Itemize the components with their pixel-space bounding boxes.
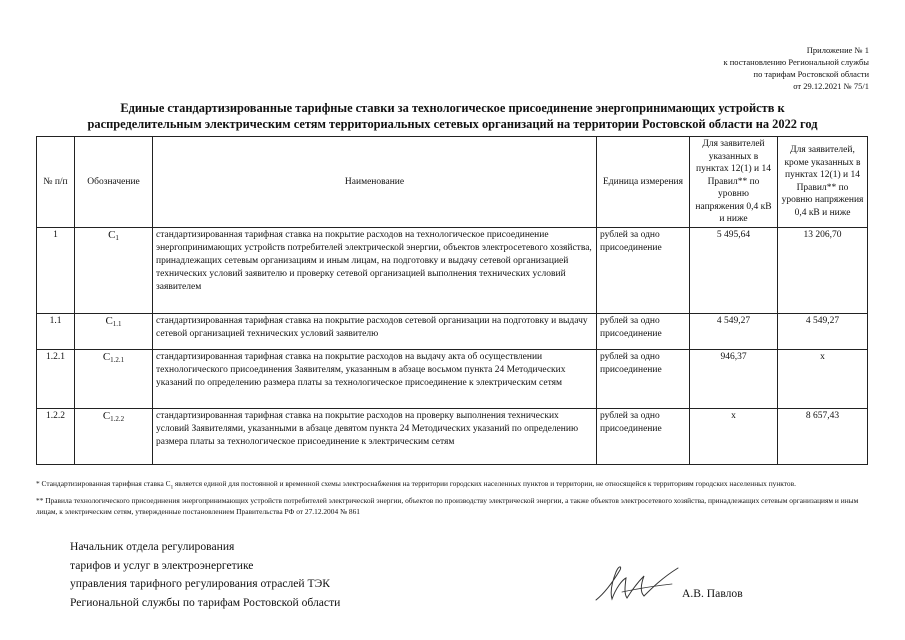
row-number: 1	[37, 227, 75, 313]
designation-base: С	[108, 228, 116, 241]
row-designation	[75, 313, 153, 349]
footnote-1-end: является единой для постоянной и временной схемы электроснабжения на территории городских населенных пунктов и территории, не относящейся к территориям городских населенных пунктов.	[173, 479, 796, 488]
appendix-line: от 29.12.2021 № 75/1	[793, 81, 869, 91]
row-value-other-applicants: х	[778, 349, 868, 408]
footnote-1-subscript: 1	[170, 485, 174, 491]
col-header-designation: Обозначение	[75, 137, 153, 228]
row-designation	[75, 227, 153, 313]
row-name: стандартизированная тарифная ставка на покрытие расходов на проверку выполнения технических условий Заявителями, указанными в абзаце девятом пункта 24 Методических указаний по определению размера платы за технологическое присоединение к электрическим сетям	[153, 408, 597, 464]
designation-subscript: 1	[115, 233, 119, 242]
designation-base: С	[105, 314, 113, 327]
footnote-2: ** Правила технологического присоединения энергопринимающих устройств потребителей электрической энергии, объектов по производству электрической энергии, а также объектов электросетевого хозяйства, принадлежащих сетевым организациям и иным лицам, к электрическим сетям, утвержденные постановлением Правительства РФ от 27.12.2004 № 861	[36, 496, 859, 517]
designation-subscript: 1.2.1	[110, 355, 125, 364]
row-value-applicants-12-14: 5 495,64	[690, 227, 778, 313]
row-number: 1.2.2	[37, 408, 75, 464]
signer-position-line: Региональной службы по тарифам Ростовской области	[70, 595, 341, 609]
table-row	[37, 349, 868, 408]
signer-name: А.В. Павлов	[682, 587, 743, 600]
col-header-other-applicants: Для заявителей, кроме указанных в пунктах 12(1) и 14 Правил** по уровню напряжения 0,4 кВ и ниже	[778, 137, 868, 228]
appendix-line: к постановлению Региональной службы	[723, 57, 869, 67]
signer-position-line: тарифов и услуг в электроэнергетике	[70, 558, 254, 572]
table-row	[37, 408, 868, 464]
row-value-applicants-12-14: 4 549,27	[690, 313, 778, 349]
title-line: Единые стандартизированные тарифные ставки за технологическое присоединение энергопринимающих устройств к	[120, 101, 785, 115]
table-header-row	[37, 137, 868, 228]
row-value-other-applicants: 13 206,70	[778, 227, 868, 313]
row-unit: рублей за одно присоединение	[597, 408, 690, 464]
row-value-applicants-12-14: 946,37	[690, 349, 778, 408]
appendix-note	[609, 44, 869, 92]
row-unit: рублей за одно присоединение	[597, 349, 690, 408]
row-unit: рублей за одно присоединение	[597, 313, 690, 349]
row-name: стандартизированная тарифная ставка на покрытие расходов на технологическое присоединение энергопринимающих устройств потребителей электрической энергии, объектов электросетевого хозяйства, принадлежащих сетевым организациям и иным лицам, на подготовку и выдачу сетевой организацией технических условий заявителю и проверку сетевой организацией выполнения технических условий заявителем	[153, 227, 597, 313]
footnote-1	[36, 478, 868, 493]
tariff-table	[36, 136, 868, 465]
col-header-applicants-12-14: Для заявителей указанных в пунктах 12(1) и 14 Правил** по уровню напряжения 0,4 кВ и ниже	[690, 137, 778, 228]
row-name: стандартизированная тарифная ставка на покрытие расходов сетевой организации на подготовку и выдачу сетевой организацией технических условий заявителю	[153, 313, 597, 349]
appendix-line: по тарифам Ростовской области	[753, 69, 869, 79]
handwritten-signature	[592, 562, 684, 606]
col-header-num: № п/п	[37, 137, 75, 228]
col-header-unit: Единица измерения	[597, 137, 690, 228]
designation-subscript: 1.2.2	[110, 414, 125, 423]
footnotes	[36, 478, 868, 517]
footnote-1-start: * Стандартизированная тарифная ставка С	[36, 479, 171, 488]
designation-base: С	[102, 350, 111, 363]
row-value-other-applicants: 4 549,27	[778, 313, 868, 349]
document-title	[36, 100, 869, 132]
table-row	[37, 227, 868, 313]
row-designation	[75, 408, 153, 464]
row-designation	[75, 349, 153, 408]
row-value-other-applicants: 8 657,43	[778, 408, 868, 464]
signer-position-line: управления тарифного регулирования отраслей ТЭК	[70, 577, 330, 590]
col-header-name: Наименование	[153, 137, 597, 228]
designation-base: С	[102, 409, 111, 422]
signer-position	[70, 538, 340, 612]
row-unit: рублей за одно присоединение	[597, 227, 690, 313]
table-row	[37, 313, 868, 349]
title-line: распределительным электрическим сетям территориальных сетевых организаций на территории Ростовской области на 2022 год	[87, 117, 818, 131]
row-number: 1.1	[37, 313, 75, 349]
row-value-applicants-12-14: х	[690, 408, 778, 464]
row-number: 1.2.1	[37, 349, 75, 408]
designation-subscript: 1.1	[112, 319, 122, 328]
row-name: стандартизированная тарифная ставка на покрытие расходов на выдачу акта об осуществлении технологического присоединения Заявителям, указанным в абзаце восьмом пункта 24 Методических указаний по определению размера платы за технологическое присоединение к электрическим сетям	[153, 349, 597, 408]
appendix-line: Приложение № 1	[806, 45, 869, 55]
signer-position-line: Начальник отдела регулирования	[70, 540, 235, 553]
